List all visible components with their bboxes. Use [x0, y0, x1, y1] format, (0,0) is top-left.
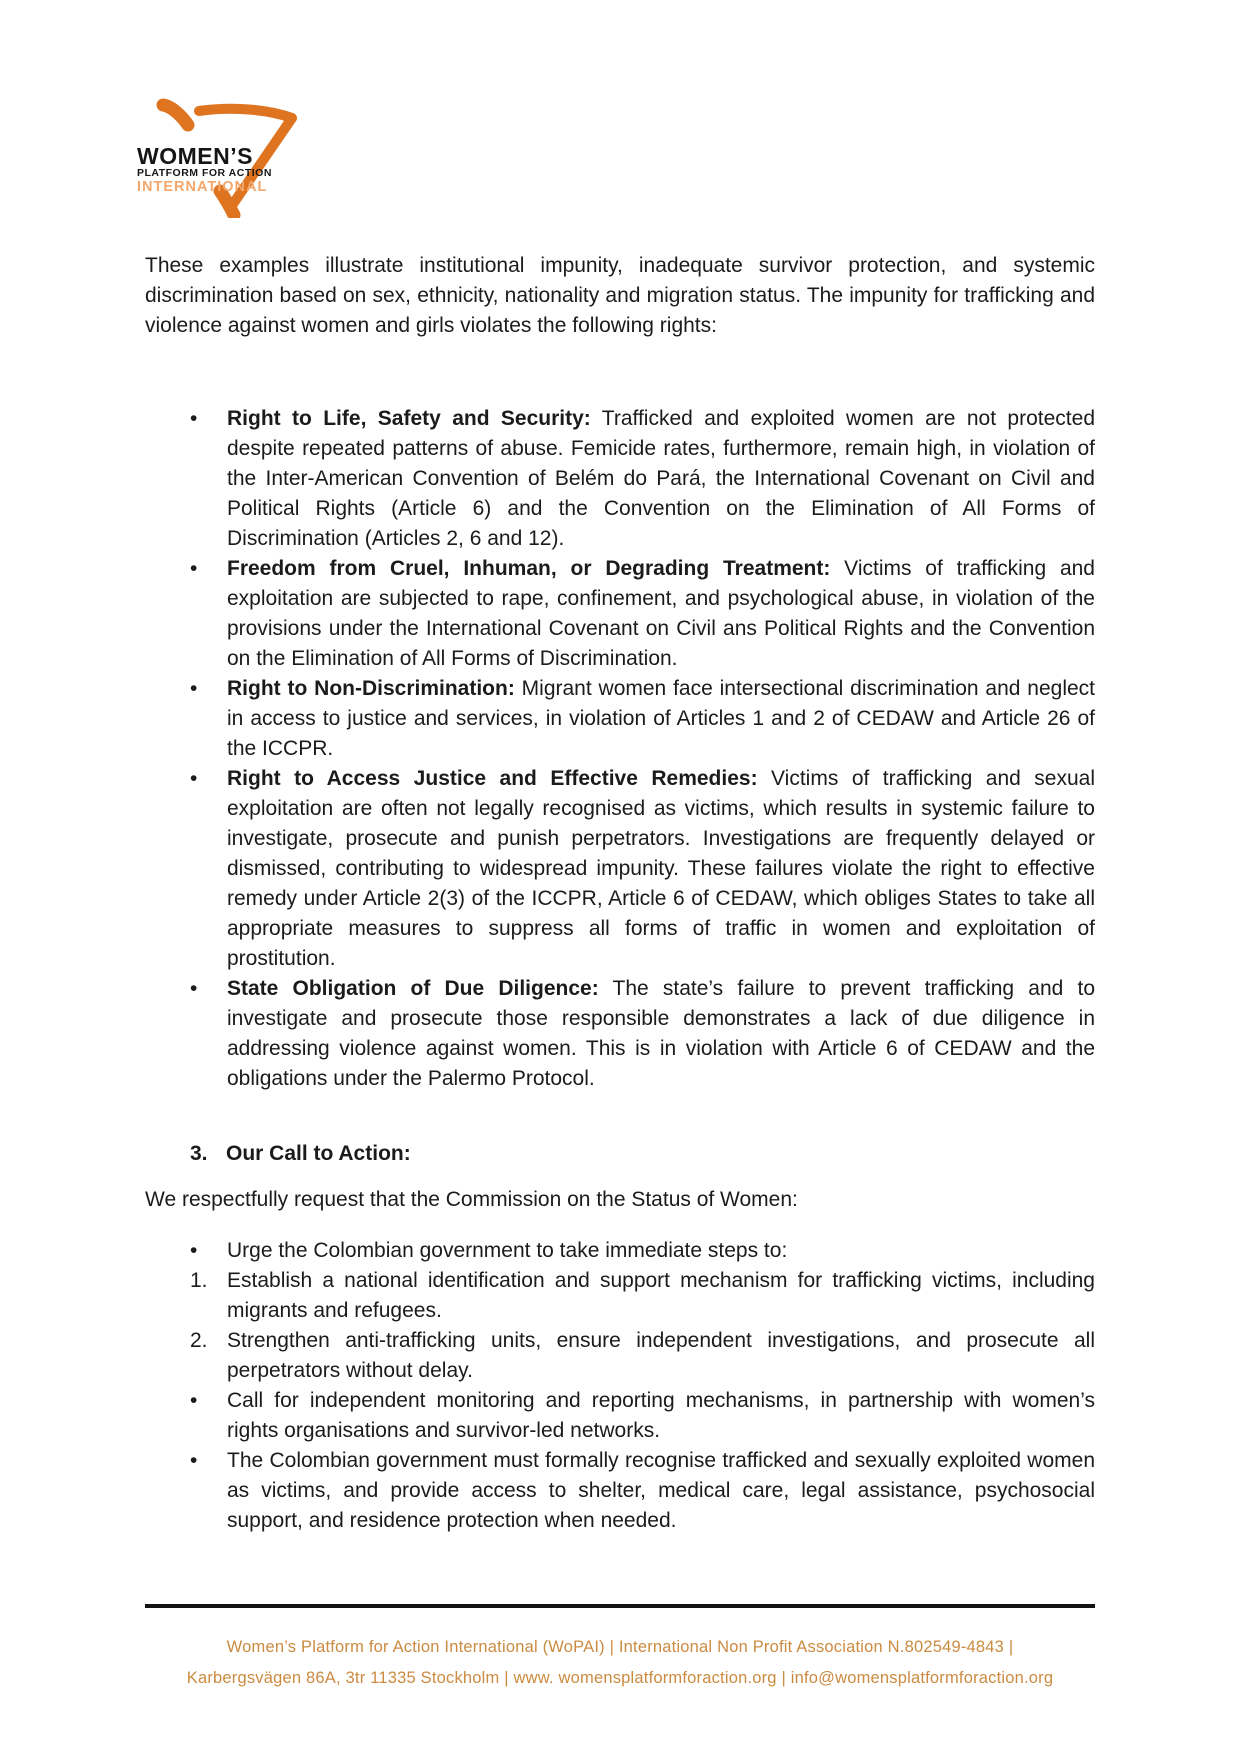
right-body: Victims of trafficking and exploitation are subjected to rape, confinement, and psychological abuse, in violation of the provisions under the International Covenant on Civil ans Political Rights and the Convention on the Elimination of All Forms of Discrimination. [227, 557, 1095, 670]
right-body: Migrant women face intersectional discrimination and neglect in access to justice and services, in violation of Articles 1 and 2 of CEDAW and Article 26 of the ICCPR. [227, 677, 1095, 760]
bullet-icon: • [190, 977, 198, 1000]
list-item [145, 1326, 1095, 1386]
right-body: The state’s failure to prevent trafficking and to investigate and prosecute those responsible demonstrates a lack of due diligence in addressing violence against women. This is in violation with Article 6 of CEDAW and the obligations under the Palermo Protocol. [227, 977, 1096, 1090]
action-text: Call for independent monitoring and reporting mechanisms, in partnership with women’s rights organisations and survivor-led networks. [227, 1389, 1095, 1442]
rights-list [145, 404, 1095, 1094]
logo-title: WOMEN’S [137, 143, 253, 169]
bullet-icon: • [190, 1389, 198, 1412]
list-item [145, 1386, 1095, 1446]
wopai-logo [137, 85, 307, 218]
intro-paragraph: These examples illustrate institutional impunity, inadequate survivor protection, and systemic discrimination based on sex, ethnicity, nationality and migration status. The impunity for trafficking and violence against women and girls violates the following rights: [145, 254, 1095, 337]
list-item [145, 404, 1095, 554]
action-text: The Colombian government must formally recognise trafficked and sexually exploited women as victims, and provide access to shelter, medical care, legal assistance, psychosocial support, and residence protection when needed. [227, 1449, 1095, 1532]
list-item [145, 1266, 1095, 1326]
list-item [145, 674, 1095, 764]
action-text: Urge the Colombian government to take immediate steps to: [227, 1239, 788, 1262]
list-item [145, 764, 1095, 974]
right-title: State Obligation of Due Diligence: [227, 977, 599, 1000]
action-text: Strengthen anti-trafficking units, ensure independent investigations, and prosecute all perpetrators without delay. [227, 1329, 1095, 1382]
list-item [145, 1236, 1095, 1266]
footer-divider [145, 1604, 1095, 1608]
section-number: 3. [190, 1142, 208, 1165]
right-body: Trafficked and exploited women are not protected despite repeated patterns of abuse. Femicide rates, furthermore, remain high, in violation of the Inter-American Convention of Belém do Pará, the International Covenant on Civil and Political Rights (Article 6) and the Convention on the Elimination of All Forms of Discrimination (Articles 2, 6 and 12). [227, 407, 1095, 550]
footer-line2: Karbergsvägen 86A, 3tr 11335 Stockholm | www. womensplatformforaction.org | info@womensplatformforaction.org [186, 1669, 1054, 1687]
right-body: Victims of trafficking and sexual exploitation are often not legally recognised as victims, which results in systemic failure to investigate, prosecute and punish perpetrators. Investigations are frequently delayed or dismissed, contributing to widespread impunity. These failures violate the right to effective remedy under Article 2(3) of the ICCPR, Article 6 of CEDAW, which obliges States to take all appropriate measures to suppress all forms of traffic in women and exploitation of prostitution. [227, 767, 1095, 970]
right-title: Right to Access Justice and Effective Remedies: [227, 767, 758, 790]
bullet-icon: • [190, 557, 198, 580]
footer-line1: Women’s Platform for Action International (WoPAI) | International Non Profit Association N.802549-4843 | [226, 1638, 1014, 1656]
right-title: Right to Non-Discrimination: [227, 677, 515, 700]
bullet-icon: • [190, 407, 198, 430]
right-title: Right to Life, Safety and Security: [227, 407, 591, 430]
bullet-icon: • [190, 1449, 198, 1472]
right-title: Freedom from Cruel, Inhuman, or Degrading Treatment: [227, 557, 831, 580]
logo-subtitle: PLATFORM FOR ACTION [137, 167, 272, 179]
document-content [137, 0, 1096, 1536]
logo-tagline: INTERNATIONAL [137, 179, 268, 195]
action-text: Establish a national identification and support mechanism for trafficking victims, including migrants and refugees. [227, 1269, 1095, 1322]
actions-list [145, 1236, 1095, 1536]
list-item [145, 1446, 1095, 1536]
bullet-icon: • [190, 1239, 198, 1262]
footer [145, 1632, 1095, 1694]
number-marker: 1. [190, 1269, 208, 1292]
section-title: Our Call to Action: [226, 1142, 411, 1165]
list-item [145, 554, 1095, 674]
section-heading [145, 1139, 1095, 1169]
bullet-icon: • [190, 767, 198, 790]
request-paragraph: We respectfully request that the Commission on the Status of Women: [145, 1188, 798, 1211]
list-item [145, 974, 1095, 1094]
number-marker: 2. [190, 1329, 208, 1352]
bullet-icon: • [190, 677, 198, 700]
